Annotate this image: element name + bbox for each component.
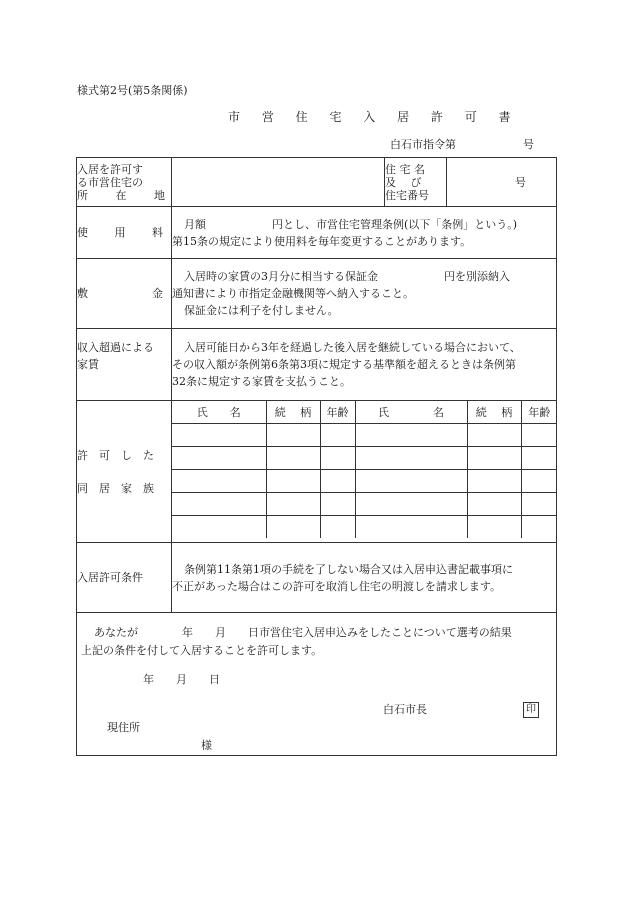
col-name: 氏 名 <box>172 401 266 424</box>
approval-text-line1: あなたが 年 月 日市営住宅入居申込みをしたことについて選考の結果 <box>94 626 512 639</box>
housing-name-label: 住 宅 名 及 び 住宅番号 <box>385 158 447 207</box>
form-number: 様式第2号(第5条関係) <box>77 84 188 97</box>
excess-income-label: 収入超過による 家賃 <box>77 329 172 401</box>
approval-date: 年 月 日 <box>143 673 220 686</box>
col-relation: 続 柄 <box>266 401 320 424</box>
rent-text: 月額 円とし、市営住宅管理条例(以下「条例」という。) 第15条の規定により使用料を毎年変更することがあります。 <box>172 207 557 259</box>
family-entry-row <box>172 470 557 493</box>
family-entry-row <box>172 516 557 539</box>
rent-label: 使 用 料 <box>77 207 172 259</box>
approval-text-line2: 上記の条件を付して入居することを許可します。 <box>81 644 323 657</box>
honorific: 様 <box>201 739 212 752</box>
family-entry-row <box>172 447 557 470</box>
seal-mark <box>523 700 539 718</box>
col-name-2: 氏 名 <box>355 401 467 424</box>
location-field[interactable] <box>172 158 385 207</box>
family-label: 許 可 し た 同 居 家 族 <box>77 401 172 543</box>
conditions-label: 入居許可条件 <box>77 543 172 613</box>
mayor-title: 白石市長 <box>383 703 427 716</box>
housing-number-suffix: 号 <box>515 175 526 189</box>
conditions-text: 条例第11条第1項の手続を了しない場合又は入居申込書記載事項に 不正があった場合はこの許可を取消し住宅の明渡しを請求します。 <box>172 543 557 613</box>
deposit-text: 入居時の家賃の3月分に相当する保証金 円を別添納入 通知書により市指定金融機関等へ納入すること。 保証金には利子を付しません。 <box>172 259 557 329</box>
family-table-cell <box>172 401 557 543</box>
approval-row <box>77 613 557 756</box>
excess-income-row <box>77 329 557 401</box>
deposit-row <box>77 259 557 329</box>
location-label: 入居を許可す る市営住宅の 所 在 地 <box>77 158 172 207</box>
col-relation-2: 続 柄 <box>467 401 521 424</box>
approval-block <box>77 613 557 756</box>
family-entry-row <box>172 424 557 447</box>
certificate-number-suffix: 号 <box>523 138 534 151</box>
deposit-label: 敷 金 <box>77 259 172 329</box>
current-address-label: 現住所 <box>107 721 140 734</box>
family-row <box>77 401 557 543</box>
rent-row <box>77 207 557 259</box>
col-age-2: 年齢 <box>521 401 557 424</box>
certificate-number-label: 白石市指令第 <box>390 138 456 151</box>
permit-form-table <box>76 157 557 756</box>
excess-income-text: 入居可能日から3年を経過した後入居を継続している場合において、 その収入額が条例第6条第3項に規定する基準額を超えるときは条例第 32条に規定する家賃を支払うこと。 <box>172 329 557 401</box>
document-title: 市 営 住 宅 入 居 許 可 書 <box>228 110 520 124</box>
family-table <box>172 401 557 538</box>
col-age: 年齢 <box>320 401 355 424</box>
seal-icon: 印 <box>523 702 539 718</box>
conditions-row <box>77 543 557 613</box>
family-entry-row <box>172 493 557 516</box>
housing-number-field[interactable] <box>447 158 557 207</box>
location-row <box>77 158 557 207</box>
family-header-row <box>172 401 557 424</box>
